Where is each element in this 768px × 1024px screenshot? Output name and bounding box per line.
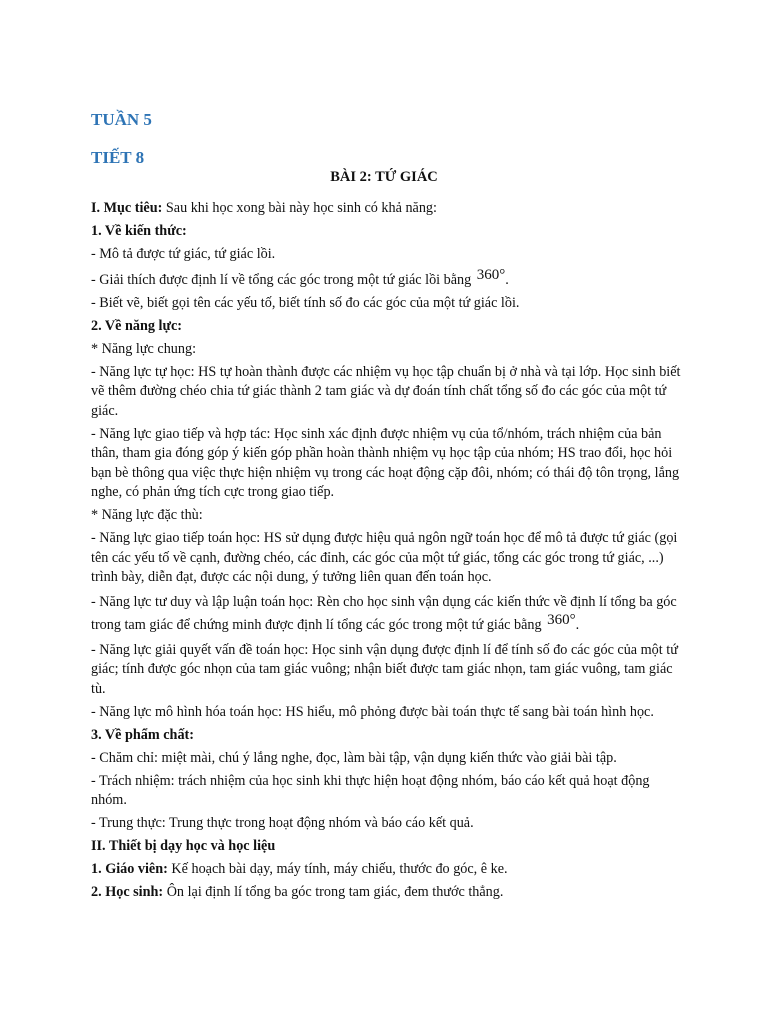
- student-label: 2. Học sinh:: [91, 884, 164, 900]
- objectives-heading: I. Mục tiêu:: [91, 200, 163, 216]
- student-equipment: [91, 883, 681, 903]
- lesson-content: [91, 199, 681, 906]
- period-heading: TIẾT 8: [91, 148, 145, 167]
- general-competence-heading: * Năng lực chung:: [91, 340, 197, 357]
- objectives-intro: Sau khi học xong bài này học sinh có khả năng:: [162, 200, 437, 216]
- competence-item: [91, 591, 681, 637]
- student-text: Ôn lại định lí tổng ba góc trong tam giác, đem thước thẳng.: [163, 884, 504, 900]
- period-mark: .: [575, 617, 580, 633]
- equipment-heading: II. Thiết bị dạy học và học liệu: [91, 838, 276, 854]
- degree-value: 360°: [547, 612, 576, 628]
- quality-item: - Trung thực: Trung thực trong hoạt động nhóm và báo cáo kết quả.: [91, 815, 474, 831]
- competence-item: - Năng lực mô hình hóa toán học: HS hiểu, mô phỏng được bài toán thực tế sang bài toán hình học.: [91, 703, 654, 720]
- objectives-paragraph: [91, 199, 681, 219]
- qualities-heading: 3. Về phẩm chất:: [91, 726, 194, 743]
- week-heading: TUẦN 5: [91, 110, 152, 129]
- teacher-equipment: [91, 860, 681, 880]
- quality-item: - Chăm chỉ: miệt mài, chú ý lắng nghe, đọc, làm bài tập, vận dụng kiến thức vào giải bài tập.: [91, 749, 617, 766]
- competence-item: - Năng lực tự học: HS tự hoàn thành được các nhiệm vụ học tập chuẩn bị ở nhà và tại lớp. Học sinh biết vẽ thêm đường chéo chia tứ giác thành 2 tam giác và dự đoán tính chất tổng số đo các góc của một tứ giác.: [91, 363, 681, 419]
- quality-item: - Trách nhiệm: trách nhiệm của học sinh khi thực hiện hoạt động nhóm, báo cáo kết quả hoạt động nhóm.: [91, 772, 650, 808]
- period-mark: .: [505, 271, 509, 288]
- knowledge-heading: 1. Về kiến thức:: [91, 223, 187, 239]
- knowledge-item: - Biết vẽ, biết gọi tên các yếu tố, biết tính số đo các góc của một tứ giác lồi.: [91, 294, 520, 311]
- degree-value: 360°: [476, 266, 506, 283]
- specific-competence-heading: * Năng lực đặc thù:: [91, 507, 203, 523]
- competence-item: - Năng lực giải quyết vấn đề toán học: Học sinh vận dụng được định lí để tính số đo các góc của một tứ giác; tính được góc nhọn của tam giác vuông; nhận biết được tam giác nhọn, tam giác vuông, tam giác tù.: [91, 641, 678, 697]
- teacher-text: Kế hoạch bài dạy, máy tính, máy chiếu, thước đo góc, ê ke.: [167, 861, 508, 877]
- competence-item: - Năng lực giao tiếp toán học: HS sử dụng được hiệu quả ngôn ngữ toán học để mô tả được tứ giác (gọi tên các yếu tố về cạnh, đường chéo, các đỉnh, các góc của một tứ giác, tổng các góc trong tứ giác, ...) trình bày, diễn đạt, được các nội dung, ý tưởng liên quan đến toán học.: [91, 530, 678, 585]
- lesson-title: BÀI 2: TỨ GIÁC: [330, 169, 438, 185]
- knowledge-item-text: - Giải thích được định lí về tổng các góc trong một tứ giác lồi bằng: [91, 271, 475, 288]
- competence-item: - Năng lực giao tiếp và hợp tác: Học sinh xác định được nhiệm vụ của tổ/nhóm, trách nhiệm của bản thân, tham gia đóng góp ý kiến góp phần hoàn thành nhiệm vụ học tập của nhóm; HS trao đổi, học hỏi bạn bè thông qua việc thực hiện nhiệm vụ trong các hoạt động cặp đôi, nhóm; có thái độ tôn trọng, lắng nghe, có phản ứng tích cực trong giao tiếp.: [91, 425, 680, 500]
- teacher-label: 1. Giáo viên:: [91, 861, 168, 877]
- competence-heading: 2. Về năng lực:: [91, 317, 183, 334]
- competence-item-text: - Năng lực tư duy và lập luận toán học: Rèn cho học sinh vận dụng các kiến thức về định lí tổng ba góc trong tam giác để chứng minh được định lí tổng các góc trong một tứ giác bằng: [91, 594, 677, 633]
- knowledge-item: [91, 266, 681, 291]
- knowledge-item: - Mô tả được tứ giác, tứ giác lồi.: [91, 246, 276, 262]
